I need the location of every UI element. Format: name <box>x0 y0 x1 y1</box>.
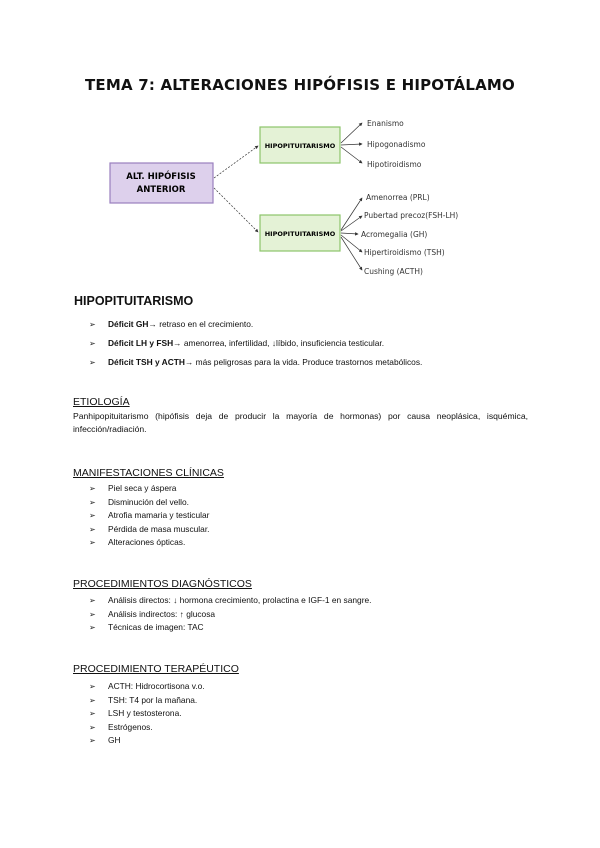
bullet-arrow-icon: ➢ <box>89 623 96 632</box>
bullet-arrow-icon: ➢ <box>89 320 96 329</box>
terapeutico-heading: PROCEDIMIENTO TERAPÉUTICO <box>73 663 239 675</box>
bottom-item-0: Amenorrea (PRL) <box>366 193 430 202</box>
bullet-arrow-icon: ➢ <box>89 484 96 493</box>
manifestaciones-heading: MANIFESTACIONES CLÍNICAS <box>73 467 224 479</box>
list-item: ➢ Pérdida de masa muscular. <box>89 523 209 537</box>
bullet-arrow-icon: ➢ <box>89 695 96 705</box>
bullet-arrow-icon: ➢ <box>89 709 96 718</box>
terapeutico-list <box>89 680 205 748</box>
bullet-arrow-icon: ➢ <box>89 736 96 745</box>
root-label-line2: ANTERIOR <box>136 185 186 195</box>
branch-bottom-label: HIPOPITUITARISMO <box>264 230 336 238</box>
list-item: ➢ Estrógenos. <box>89 721 205 735</box>
bullet-arrow-icon: ➢ <box>89 609 96 619</box>
etiologia-heading: ETIOLOGÍA <box>73 396 130 408</box>
bullet-arrow-icon: ➢ <box>89 722 96 732</box>
hipo-list <box>89 315 422 372</box>
bullet-arrow-icon: ➢ <box>89 524 96 534</box>
list-item: ➢ Déficit TSH y ACTH→ más peligrosas para la vida. Produce trastornos metabólicos. <box>89 353 422 372</box>
diagnosticos-heading: PROCEDIMIENTOS DIAGNÓSTICOS <box>73 578 252 590</box>
root-label-line1: ALT. HIPÓFISIS <box>126 172 196 182</box>
branch-top-label: HIPOPITUITARISMO <box>264 142 336 150</box>
diagnosticos-list <box>89 594 371 635</box>
bullet-arrow-icon: ➢ <box>89 358 96 367</box>
list-item: ➢ LSH y testosterona. <box>89 707 205 721</box>
bullet-arrow-icon: ➢ <box>89 339 96 348</box>
bottom-item-2: Acromegalia (GH) <box>361 230 428 239</box>
list-item: ➢ Déficit GH→ retraso en el crecimiento. <box>89 315 422 334</box>
bottom-item-4: Cushing (ACTH) <box>364 267 423 276</box>
hipo-heading: HIPOPITUITARISMO <box>74 294 194 308</box>
list-item: ➢ Déficit LH y FSH→ amenorrea, infertilidad, ↓líbido, insuficiencia testicular. <box>89 334 422 353</box>
list-item: ➢ GH <box>89 734 205 748</box>
list-item: ➢ TSH: T4 por la mañana. <box>89 694 205 708</box>
manifestaciones-list <box>89 482 209 550</box>
list-item: ➢ Técnicas de imagen: TAC <box>89 621 371 635</box>
list-item: ➢ Análisis directos: ↓ hormona crecimiento, prolactina e IGF-1 en sangre. <box>89 594 371 608</box>
bullet-arrow-icon: ➢ <box>89 538 96 547</box>
bottom-item-1: Pubertad precoz(FSH-LH) <box>364 211 459 220</box>
top-item-0: Enanismo <box>367 119 404 128</box>
list-item: ➢ Piel seca y áspera <box>89 482 209 496</box>
bullet-arrow-icon: ➢ <box>89 511 96 520</box>
list-item: ➢ Análisis indirectos: ↑ glucosa <box>89 608 371 622</box>
bullet-arrow-icon: ➢ <box>89 682 96 691</box>
bullet-arrow-icon: ➢ <box>89 596 96 605</box>
etiologia-text: Panhipopituitarismo (hipófisis deja de producir la mayoría de hormonas) por causa neoplásica, isquémica, infección/radiación. <box>73 411 528 434</box>
list-item: ➢ Disminución del vello. <box>89 496 209 510</box>
bullet-arrow-icon: ➢ <box>89 497 96 507</box>
list-item: ➢ Atrofia mamaria y testicular <box>89 509 209 523</box>
top-item-1: Hipogonadismo <box>367 140 426 149</box>
page-title: TEMA 7: ALTERACIONES HIPÓFISIS E HIPOTÁLAMO <box>85 76 515 94</box>
bottom-item-3: Hipertiroidismo (TSH) <box>364 248 445 257</box>
root-box <box>110 163 213 203</box>
list-item: ➢ Alteraciones ópticas. <box>89 536 209 550</box>
list-item: ➢ ACTH: Hidrocortisona v.o. <box>89 680 205 694</box>
hypophysis-diagram <box>0 110 600 285</box>
top-item-2: Hipotiroidismo <box>367 160 422 169</box>
